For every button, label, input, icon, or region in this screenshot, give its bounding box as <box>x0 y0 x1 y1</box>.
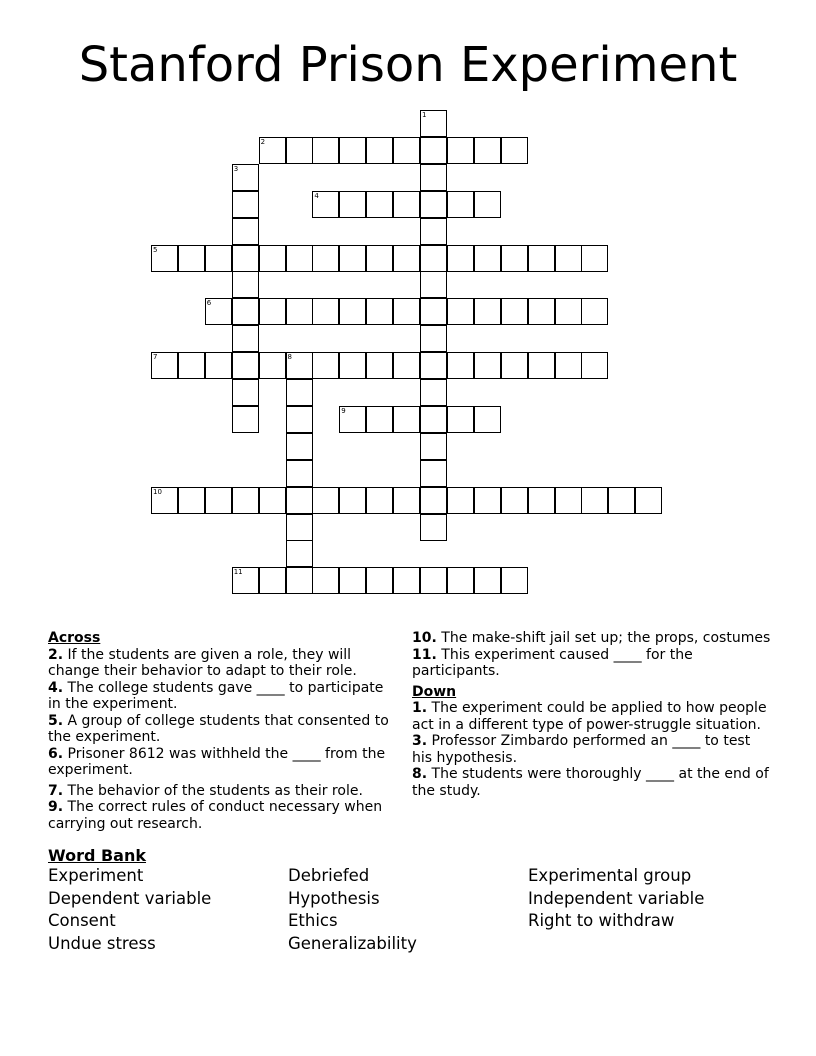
grid-cell[interactable] <box>259 352 286 379</box>
grid-cell[interactable] <box>474 487 501 514</box>
clue-number: 8 <box>287 353 292 362</box>
grid-cell[interactable] <box>339 245 366 272</box>
grid-cell[interactable] <box>232 298 259 325</box>
clue-text: The correct rules of conduct necessary when carrying out research. <box>48 799 383 832</box>
grid-cell[interactable] <box>339 298 366 325</box>
word-bank-item: Undue stress <box>48 934 156 954</box>
grid-cell[interactable] <box>474 245 501 272</box>
grid-cell[interactable] <box>393 567 420 594</box>
word-bank-item: Dependent variable <box>48 888 212 908</box>
grid-cell[interactable] <box>178 352 205 379</box>
grid-cell[interactable] <box>501 487 528 514</box>
grid-cell[interactable] <box>420 110 447 137</box>
grid-cell[interactable] <box>205 487 232 514</box>
grid-cell[interactable] <box>205 298 232 325</box>
grid-cell[interactable] <box>393 245 420 272</box>
grid-cell[interactable] <box>339 406 366 433</box>
grid-cell[interactable] <box>232 191 259 218</box>
grid-cell[interactable] <box>366 567 393 594</box>
grid-cell[interactable] <box>420 164 447 191</box>
clue-number: 5 <box>153 245 158 254</box>
clue-number: 11 <box>233 568 243 577</box>
clue-number: 2 <box>260 137 266 146</box>
down-clue <box>412 700 772 733</box>
grid-cell[interactable] <box>420 191 447 218</box>
clue-number: 1. <box>412 700 428 716</box>
clue-number: 6 <box>206 299 212 308</box>
across-clue <box>48 680 393 713</box>
grid-cell[interactable] <box>420 137 447 164</box>
grid-cell[interactable] <box>232 218 259 245</box>
clue-number: 10. <box>412 630 437 646</box>
grid-cell[interactable] <box>581 352 608 379</box>
clue-number: 7 <box>153 353 158 362</box>
grid-cell[interactable] <box>420 514 447 541</box>
grid-cell[interactable] <box>366 298 393 325</box>
grid-cell[interactable] <box>420 271 447 298</box>
grid-cell[interactable] <box>474 137 501 164</box>
grid-cell[interactable] <box>259 298 286 325</box>
grid-cell[interactable] <box>312 191 339 218</box>
grid-cell[interactable] <box>635 487 662 514</box>
clue-number: 6. <box>48 745 64 762</box>
grid-cell[interactable] <box>286 514 313 541</box>
grid-cell[interactable] <box>366 352 393 379</box>
word-bank-item: Ethics <box>288 911 338 931</box>
clue-number: 4. <box>48 679 64 696</box>
grid-cell[interactable] <box>366 245 393 272</box>
word-bank-item: Debriefed <box>288 866 370 885</box>
grid-cell[interactable] <box>339 137 366 164</box>
grid-cell[interactable] <box>366 137 393 164</box>
grid-cell[interactable] <box>501 352 528 379</box>
grid-cell[interactable] <box>232 406 259 433</box>
grid-cell[interactable] <box>393 298 420 325</box>
grid-cell[interactable] <box>501 137 528 164</box>
across-clue <box>48 783 393 800</box>
clue-number: 4 <box>314 191 319 200</box>
grid-cell[interactable] <box>420 245 447 272</box>
grid-cell[interactable] <box>393 191 420 218</box>
grid-cell[interactable] <box>286 406 313 433</box>
grid-cell[interactable] <box>447 245 474 272</box>
clue-text: This experiment caused ____ for the participants. <box>412 646 693 679</box>
word-bank-item: Experiment <box>48 866 144 885</box>
grid-cell[interactable] <box>286 460 313 487</box>
grid-cell[interactable] <box>286 298 313 325</box>
word-bank-item: Independent variable <box>528 888 705 908</box>
grid-cell[interactable] <box>366 406 393 433</box>
clue-number: 10 <box>153 487 162 496</box>
clues-left-column <box>48 630 393 832</box>
grid-cell[interactable] <box>312 137 339 164</box>
grid-cell[interactable] <box>420 379 447 406</box>
grid-cell[interactable] <box>447 487 474 514</box>
word-bank-item: Experimental group <box>528 866 692 885</box>
grid-cell[interactable] <box>232 567 259 594</box>
across-clue <box>48 713 393 746</box>
clue-text: If the students are given a role, they will change their behavior to adapt to their role. <box>48 646 357 679</box>
word-bank-item: Right to withdraw <box>528 911 675 931</box>
grid-cell[interactable] <box>286 379 313 406</box>
grid-cell[interactable] <box>178 245 205 272</box>
grid-cell[interactable] <box>420 325 447 352</box>
clue-number: 3. <box>412 733 428 749</box>
grid-cell[interactable] <box>501 245 528 272</box>
grid-cell[interactable] <box>420 218 447 245</box>
grid-cell[interactable] <box>339 567 366 594</box>
grid-cell[interactable] <box>286 137 313 164</box>
grid-cell[interactable] <box>393 406 420 433</box>
grid-cell[interactable] <box>286 245 313 272</box>
grid-cell[interactable] <box>474 567 501 594</box>
clue-text: The students were thoroughly ____ at the end of the study. <box>412 766 769 799</box>
grid-cell[interactable] <box>312 487 339 514</box>
grid-cell[interactable] <box>474 352 501 379</box>
grid-cell[interactable] <box>447 352 474 379</box>
grid-cell[interactable] <box>339 191 366 218</box>
grid-cell[interactable] <box>393 352 420 379</box>
grid-cell[interactable] <box>366 487 393 514</box>
grid-cell[interactable] <box>528 298 555 325</box>
grid-cell[interactable] <box>581 245 608 272</box>
grid-cell[interactable] <box>393 137 420 164</box>
grid-cell[interactable] <box>339 487 366 514</box>
grid-cell[interactable] <box>393 487 420 514</box>
clue-text: The college students gave ____ to participate in the experiment. <box>48 679 384 712</box>
grid-cell[interactable] <box>528 245 555 272</box>
grid-cell[interactable] <box>528 352 555 379</box>
grid-cell[interactable] <box>366 191 393 218</box>
grid-cell[interactable] <box>420 352 447 379</box>
grid-cell[interactable] <box>474 406 501 433</box>
clue-text: Prisoner 8612 was withheld the ____ from the experiment. <box>48 745 386 778</box>
grid-cell[interactable] <box>528 487 555 514</box>
clue-text: Professor Zimbardo performed an ____ to test his hypothesis. <box>412 733 751 766</box>
grid-cell[interactable] <box>420 406 447 433</box>
grid-cell[interactable] <box>420 298 447 325</box>
down-clue <box>412 733 772 766</box>
down-clue <box>412 766 772 799</box>
grid-cell[interactable] <box>339 352 366 379</box>
word-bank-item: Generalizability <box>288 934 417 954</box>
grid-cell[interactable] <box>501 567 528 594</box>
across-clue <box>48 746 393 779</box>
grid-cell[interactable] <box>501 298 528 325</box>
grid-cell[interactable] <box>447 406 474 433</box>
across-clue <box>412 647 772 680</box>
grid-cell[interactable] <box>205 245 232 272</box>
grid-cell[interactable] <box>581 298 608 325</box>
page-title: Stanford Prison Experiment <box>78 37 738 93</box>
grid-cell[interactable] <box>232 164 259 191</box>
grid-cell[interactable] <box>286 487 313 514</box>
grid-cell[interactable] <box>232 325 259 352</box>
down-heading: Down <box>412 683 457 700</box>
clue-number: 8. <box>412 766 428 782</box>
clue-number: 2. <box>48 646 64 663</box>
clue-number: 9. <box>48 799 64 815</box>
clue-number: 11. <box>412 646 437 663</box>
grid-cell[interactable] <box>205 352 232 379</box>
grid-cell[interactable] <box>555 298 582 325</box>
across-clue <box>48 647 393 680</box>
grid-cell[interactable] <box>420 487 447 514</box>
grid-cell[interactable] <box>232 352 259 379</box>
grid-cell[interactable] <box>420 460 447 487</box>
clue-text: The make-shift jail set up; the props, costumes <box>436 630 771 646</box>
grid-cell[interactable] <box>232 379 259 406</box>
grid-cell[interactable] <box>608 487 635 514</box>
grid-cell[interactable] <box>420 433 447 460</box>
grid-cell[interactable] <box>232 271 259 298</box>
clue-number: 7. <box>48 782 64 799</box>
grid-cell[interactable] <box>447 137 474 164</box>
grid-cell[interactable] <box>312 352 339 379</box>
grid-cell[interactable] <box>474 191 501 218</box>
grid-cell[interactable] <box>151 245 178 272</box>
grid-cell[interactable] <box>420 567 447 594</box>
grid-cell[interactable] <box>151 352 178 379</box>
clue-number: 3 <box>233 164 239 173</box>
clue-text: The behavior of the students as their role. <box>63 782 363 799</box>
clue-text: A group of college students that consented to the experiment. <box>48 712 389 745</box>
grid-cell[interactable] <box>447 191 474 218</box>
grid-cell[interactable] <box>555 352 582 379</box>
grid-cell[interactable] <box>286 540 313 567</box>
grid-cell[interactable] <box>232 245 259 272</box>
word-bank-item: Consent <box>48 911 116 931</box>
grid-cell[interactable] <box>447 567 474 594</box>
grid-cell[interactable] <box>474 298 501 325</box>
grid-cell[interactable] <box>555 245 582 272</box>
word-bank-heading: Word Bank <box>48 846 147 865</box>
across-clue <box>48 799 393 832</box>
across-heading: Across <box>48 630 101 646</box>
across-clue <box>412 630 772 647</box>
word-bank <box>48 866 788 957</box>
grid-cell[interactable] <box>259 487 286 514</box>
grid-cell[interactable] <box>286 433 313 460</box>
grid-cell[interactable] <box>555 487 582 514</box>
clue-number: 9 <box>341 406 346 415</box>
grid-cell[interactable] <box>259 137 286 164</box>
grid-cell[interactable] <box>178 487 205 514</box>
grid-cell[interactable] <box>259 567 286 594</box>
grid-cell[interactable] <box>581 487 608 514</box>
grid-cell[interactable] <box>312 567 339 594</box>
word-bank-item: Hypothesis <box>288 888 380 908</box>
grid-cell[interactable] <box>232 487 259 514</box>
grid-cell[interactable] <box>312 298 339 325</box>
clue-text: The experiment could be applied to how people act in a different type of power-struggle situation. <box>412 700 767 733</box>
grid-cell[interactable] <box>151 487 178 514</box>
clues-right-column <box>412 630 772 799</box>
grid-cell[interactable] <box>312 245 339 272</box>
grid-cell[interactable] <box>447 298 474 325</box>
clue-number: 5. <box>48 712 64 729</box>
clue-number: 1 <box>422 111 427 119</box>
grid-cell[interactable] <box>286 567 313 594</box>
grid-cell[interactable] <box>286 352 313 379</box>
grid-cell[interactable] <box>259 245 286 272</box>
